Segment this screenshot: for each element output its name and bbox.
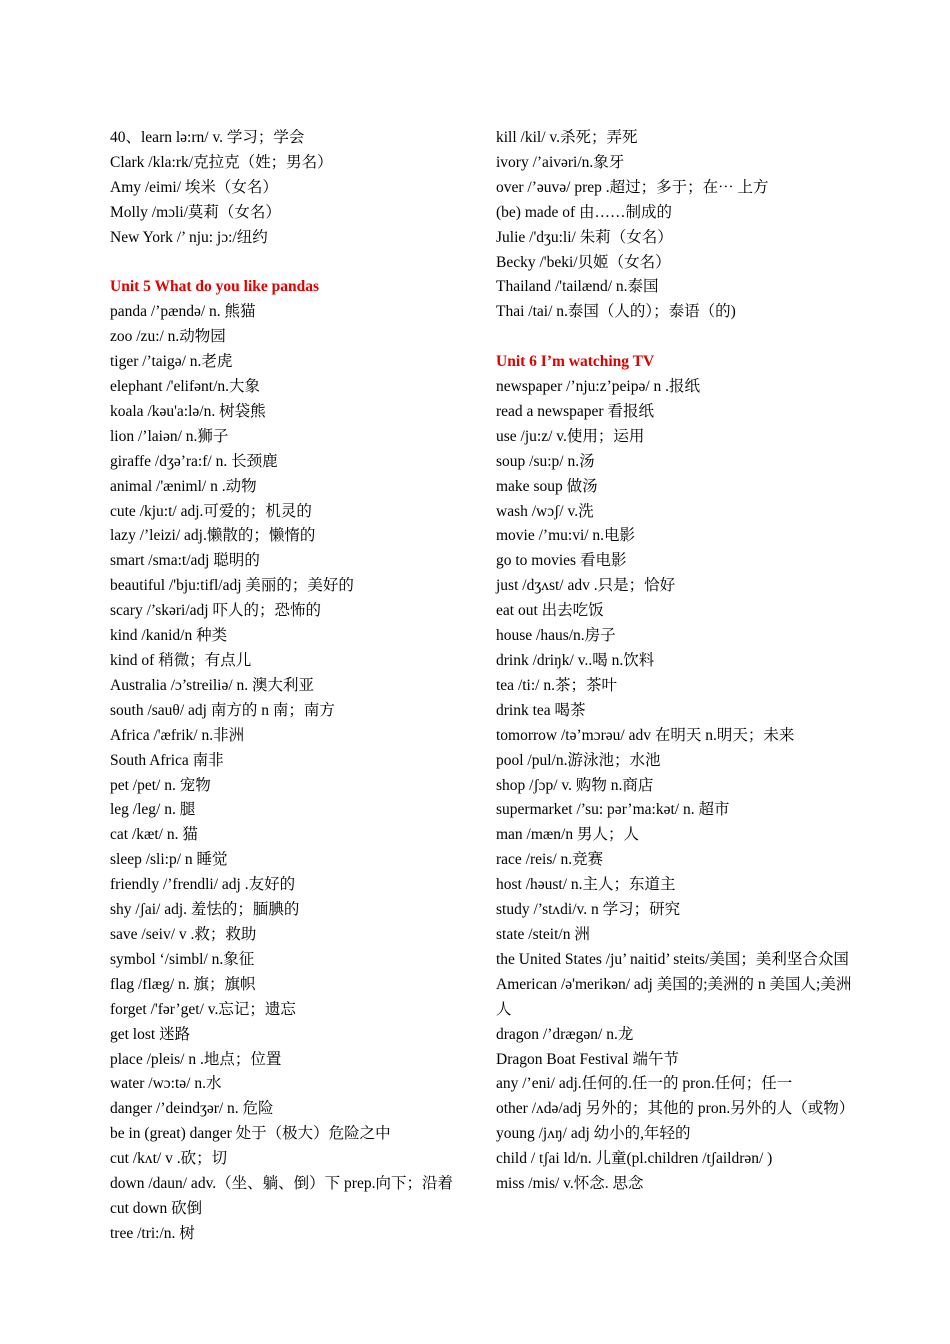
vocab-entry: miss /mis/ v.怀念. 思念 [496,1175,644,1193]
vocab-entry: sleep /sli:p/ n 睡觉 [110,851,228,869]
vocab-entry: tea /ti:/ n.茶；茶叶 [496,676,617,694]
vocab-entry: dragon /’drægən/ n.龙 [496,1025,634,1043]
vocab-entry: Amy /eimi/ 埃米（女名） [110,178,278,196]
vocab-entry: use /ju:z/ v.使用；运用 [496,427,645,445]
vocab-entry: the United States /ju’ naitid’ steits/美国；美利坚合众国 [496,950,849,968]
vocab-entry: tree /tri:/n. 树 [110,1224,195,1242]
vocab-entry: kill /kil/ v.杀死；弄死 [496,129,638,146]
vocab-entry: young /jʌŋ/ adj 幼小的,年轻的 [496,1125,691,1143]
vocab-entry: Becky /'beki/贝姬（女名） [496,253,671,271]
vocab-entry: down /daun/ adv.（坐、躺、倒）下 prep.向下；沿着 [110,1175,453,1193]
vocab-entry: beautiful /'bju:tifl/adj 美丽的；美好的 [110,577,354,595]
vocab-entry: danger /’deindʒər/ n. 危险 [110,1100,274,1118]
vocab-entry: house /haus/n.房子 [496,627,616,645]
vocab-entry: cat /kæt/ n. 猫 [110,826,198,844]
vocab-entry: movie /’mu:vi/ n.电影 [496,527,636,545]
unit-heading: Unit 5 What do you like pandas [110,278,320,296]
right-column [496,126,855,1197]
vocab-entry: pet /pet/ n. 宠物 [110,776,211,794]
vocab-entry: Africa /'æfrik/ n.非洲 [110,726,245,744]
vocab-entry: other /ʌdə/adj 另外的；其他的 pron.另外的人（或物） [496,1100,855,1118]
vocab-entry: scary /’skəri/adj 吓人的；恐怖的 [110,602,321,620]
vocab-entry: save /seiv/ v .救；救助 [110,925,257,943]
vocab-entry: get lost 迷路 [110,1025,191,1043]
vocab-entry: leg /leg/ n. 腿 [110,801,196,819]
vocab-entry: read a newspaper 看报纸 [496,402,654,420]
vocab-entry: Dragon Boat Festival 端午节 [496,1050,679,1068]
vocab-entry: Molly /mɔli/莫莉（女名） [110,203,281,221]
vocab-entry: Australia /ɔ’streiliə/ n. 澳大利亚 [110,676,315,694]
vocab-entry: lion /’laiən/ n.狮子 [110,427,229,445]
vocab-entry: 40、learn lə:rn/ v. 学习；学会 [110,129,305,146]
vocab-entry: zoo /zu:/ n.动物园 [110,328,226,346]
vocab-entry: shop /ʃɔp/ v. 购物 n.商店 [496,776,654,794]
vocab-entry: just /dʒʌst/ adv .只是；恰好 [496,577,676,595]
vocab-entry: race /reis/ n.竞赛 [496,851,604,869]
vocab-entry: pool /pul/n.游泳池；水池 [496,751,661,769]
vocab-entry: shy /ʃai/ adj. 羞怯的；腼腆的 [110,901,300,919]
vocab-entry: South Africa 南非 [110,751,224,769]
vocab-entry: cut /kʌt/ v .砍；切 [110,1150,228,1168]
vocab-entry: ivory /’aivəri/n.象牙 [496,153,625,171]
vocab-entry: koala /kəu'a:lə/n. 树袋熊 [110,402,266,420]
vocab-entry: Clark /kla:rk/克拉克（姓；男名） [110,153,333,171]
vocab-entry: Thai /tai/ n.泰国（人的）；泰语（的) [496,303,736,321]
vocab-entry: drink /driŋk/ v..喝 n.饮料 [496,652,655,670]
vocab-entry: panda /’pændə/ n. 熊猫 [110,303,256,321]
vocab-entry: smart /sma:t/adj 聪明的 [110,552,260,570]
vocab-entry: lazy /’leizi/ adj.懒散的；懒惰的 [110,527,316,545]
vocab-entry: water /wɔ:tə/ n.水 [110,1075,222,1093]
vocab-entry: host /həust/ n.主人；东道主 [496,876,676,894]
vocab-entry: elephant /'elifənt/n.大象 [110,378,260,396]
vocab-entry: New York /’ nju: jɔ:/纽约 [110,228,268,246]
vocab-entry: man /mæn/n 男人；人 [496,826,639,844]
vocab-entry: forget /'fər’get/ v.忘记；遗忘 [110,1000,296,1018]
vocab-entry: wash /wɔʃ/ v.洗 [496,502,594,520]
blank-line [496,325,852,350]
vocab-entry: eat out 出去吃饭 [496,602,604,620]
vocab-entry: supermarket /’su: pər’ma:kət/ n. 超市 [496,801,730,819]
vocab-entry: south /sauθ/ adj 南方的 n 南；南方 [110,701,335,719]
vocab-entry: place /pleis/ n .地点；位置 [110,1050,282,1068]
vocab-entry: any /’eni/ adj.任何的.任一的 pron.任何；任一 [496,1075,793,1093]
blank-line [110,251,475,276]
vocab-entry: giraffe /dʒə’ra:f/ n. 长颈鹿 [110,452,278,470]
unit-heading: Unit 6 I’m watching TV [496,353,655,371]
vocab-entry: flag /flæg/ n. 旗；旗帜 [110,975,256,993]
vocab-entry: kind of 稍微；有点儿 [110,652,252,670]
vocab-entry: cute /kju:t/ adj.可爱的；机灵的 [110,502,312,520]
vocab-entry: tiger /’taigə/ n.老虎 [110,353,233,371]
vocab-entry: be in (great) danger 处于（极大）危险之中 [110,1125,391,1143]
vocab-entry: (be) made of 由……制成的 [496,203,673,221]
vocab-entry: animal /'æniml/ n .动物 [110,477,257,495]
vocab-entry: over /’əuvə/ prep .超过；多于；在⋯ 上方 [496,178,769,196]
vocab-entry: soup /su:p/ n.汤 [496,452,595,470]
vocab-entry: state /steit/n 洲 [496,925,590,943]
vocab-entry: child / tʃai ld/n. 儿童(pl.children /tʃaildrən/ ) [496,1150,773,1168]
vocab-entry: symbol ‘/simbl/ n.象征 [110,950,255,968]
vocab-entry: make soup 做汤 [496,477,598,495]
vocab-entry: Julie /'dʒu:li/ 朱莉（女名） [496,228,673,246]
left-column [110,126,475,1247]
vocab-entry: tomorrow /tə’mɔrəu/ adv 在明天 n.明天；未来 [496,726,795,744]
vocab-entry: study /’stʌdi/v. n 学习；研究 [496,901,681,919]
vocab-entry: drink tea 喝茶 [496,701,586,719]
vocab-entry: newspaper /’nju:z’peipə/ n .报纸 [496,378,701,396]
vocab-entry: go to movies 看电影 [496,552,627,570]
vocab-entry: cut down 砍倒 [110,1199,203,1217]
vocab-entry: American /ə'merikən/ adj 美国的;美洲的 n 美国人;美洲人 [496,975,852,1018]
vocab-entry: Thailand /'tailænd/ n.泰国 [496,278,659,296]
vocab-entry: friendly /’frendli/ adj .友好的 [110,876,296,894]
vocab-entry: kind /kanid/n 种类 [110,627,228,645]
